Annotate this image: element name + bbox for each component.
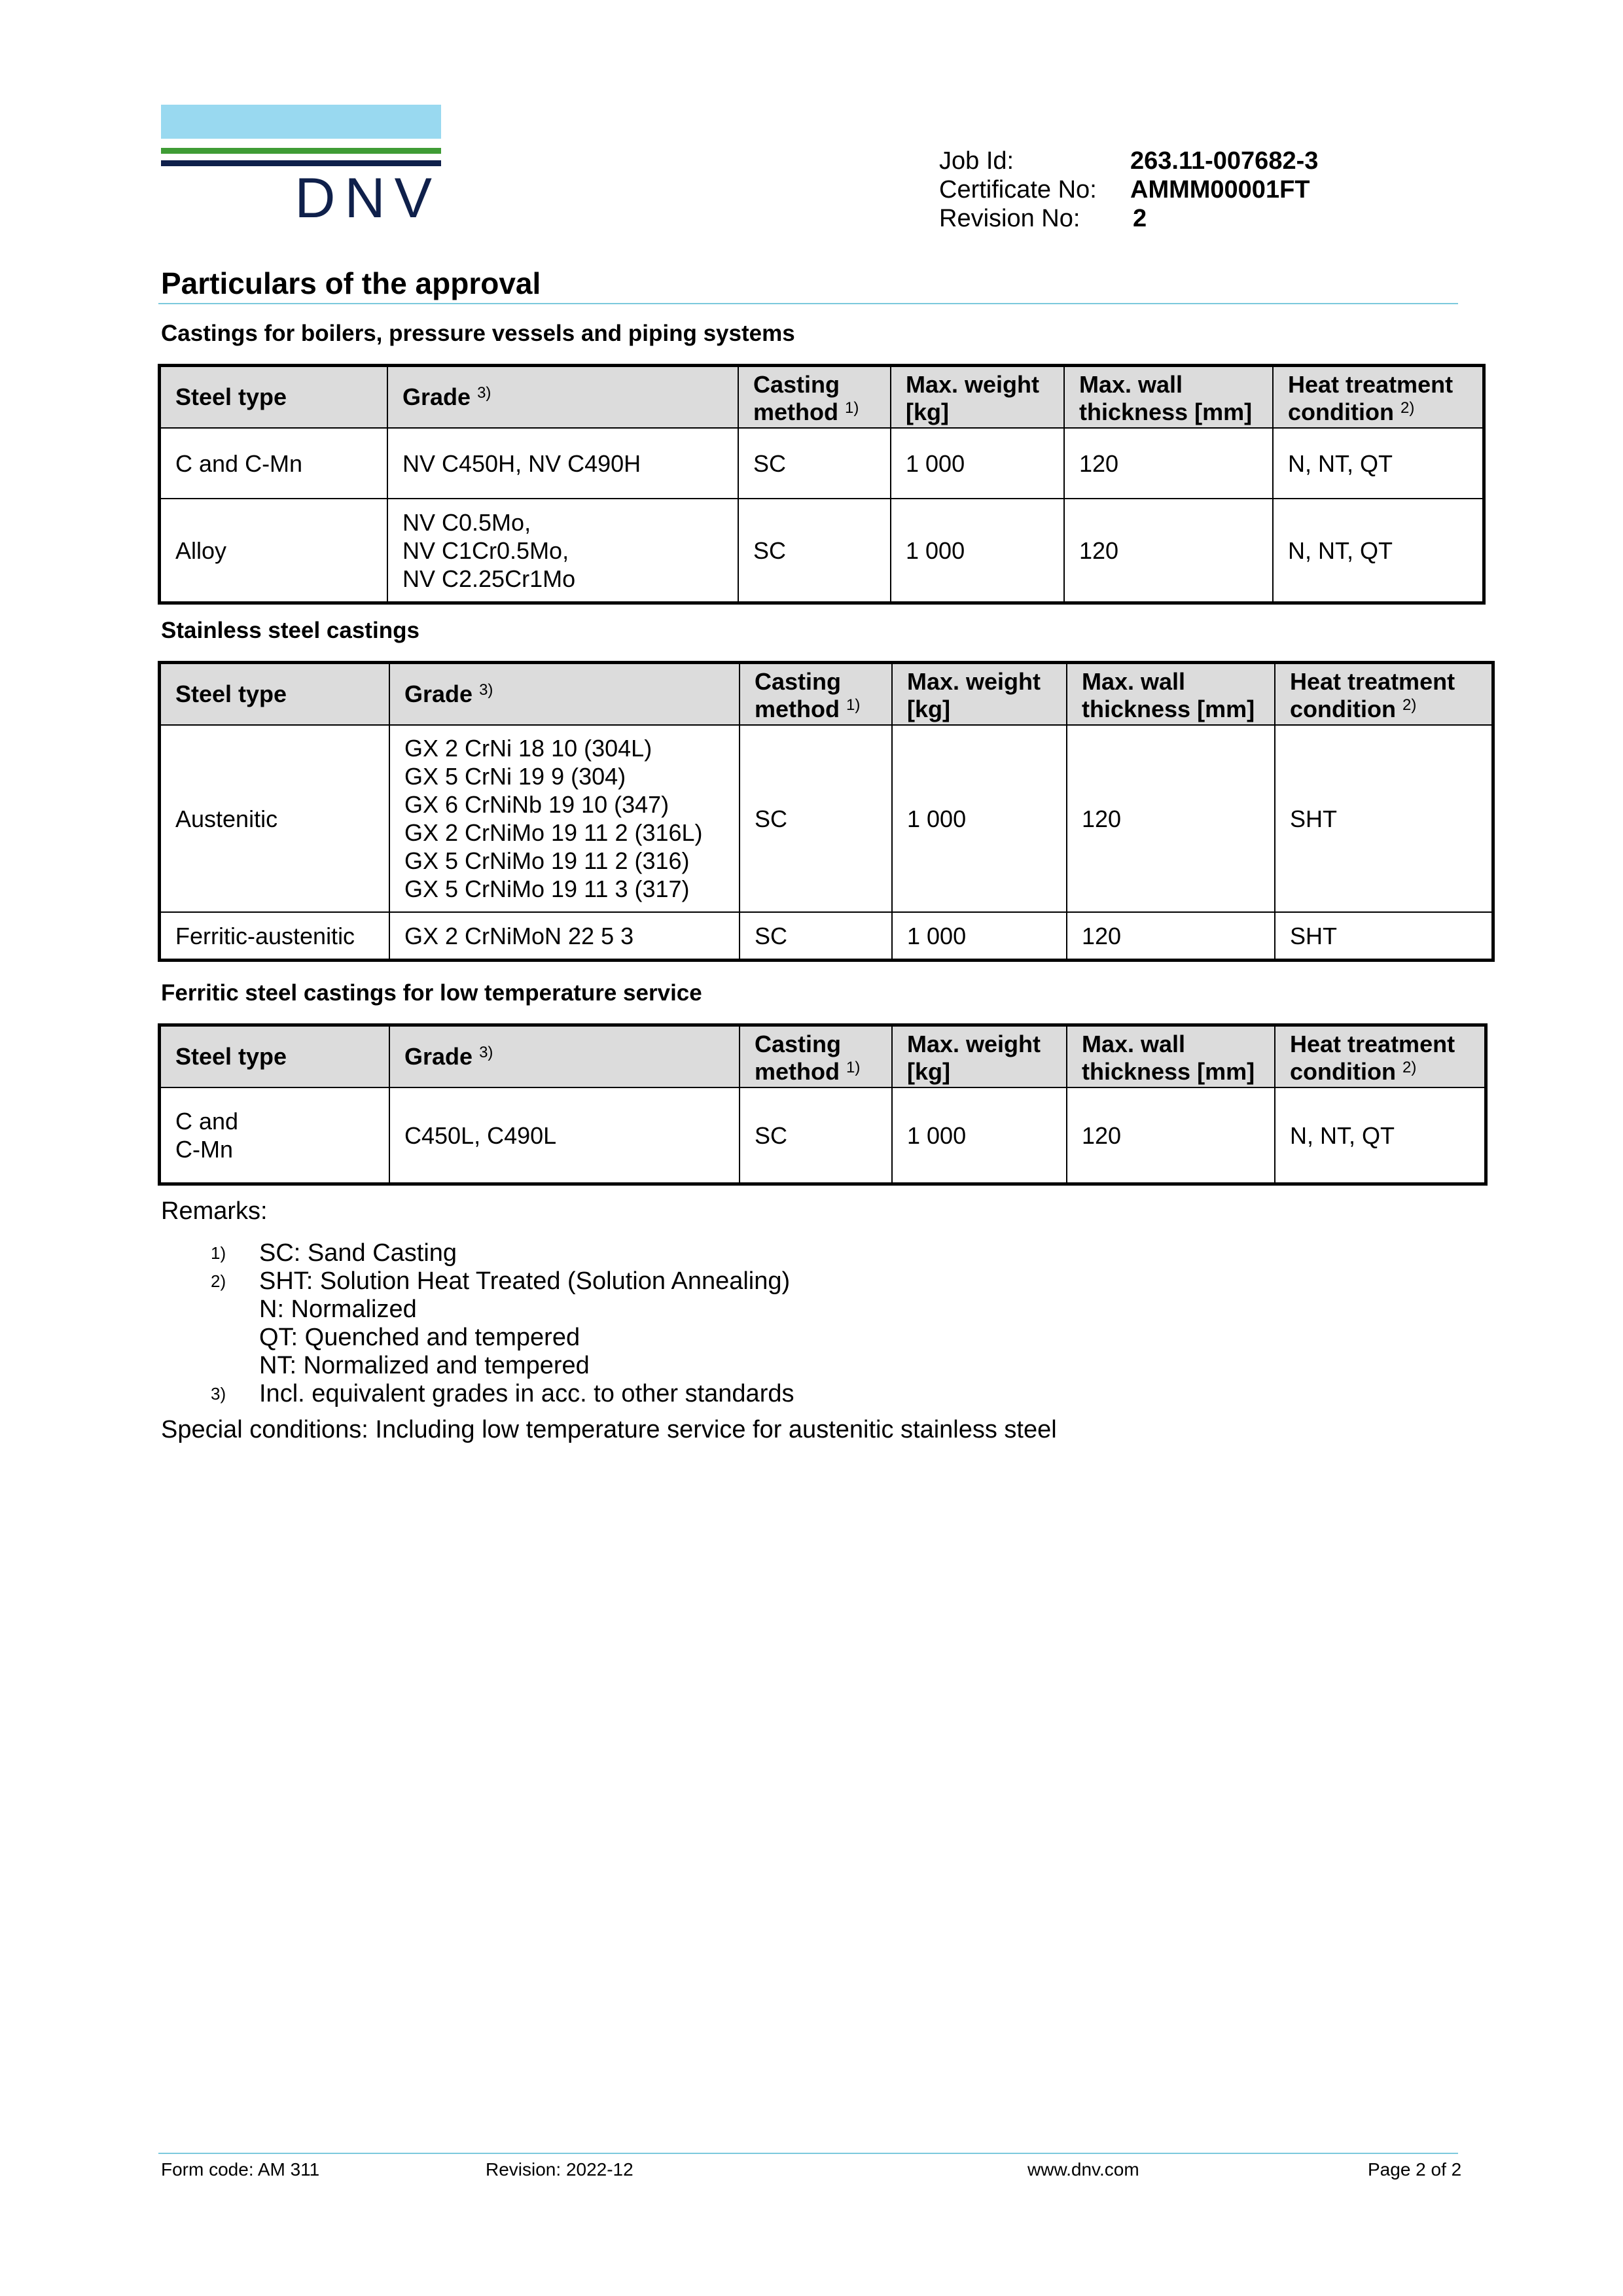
table-header-row [160,663,1492,725]
dnv-logo [161,105,441,229]
cell-heat: SHT [1275,912,1492,959]
certificate-label: Certificate No: [939,176,1097,203]
footnote-marker-1: 1) [211,1243,226,1263]
cell-weight: 1 000 [892,1087,1067,1183]
cell-grade: GX 2 CrNi 18 10 (304L) GX 5 CrNi 19 9 (304) GX 6 CrNiNb 19 10 (347) GX 2 CrNiMo 19 11 2 (316L) GX 5 CrNiMo 19 11 2 (316) GX 5 CrNiMo 19 11 3 (317) [389,725,740,912]
cell-steel-type: Austenitic [160,725,389,912]
cell-steel-type: Alloy [160,499,387,602]
cell-casting: SC [738,499,891,602]
table-header-row [160,1026,1485,1087]
cell-casting: SC [738,428,891,499]
footnote-2a: SHT: Solution Heat Treated (Solution Annealing) [259,1267,791,1295]
cell-heat: SHT [1275,725,1492,912]
section-title-stainless: Stainless steel castings [161,618,419,643]
footnote-marker-2: 2) [211,1271,226,1291]
table-stainless [160,663,1493,960]
col-casting-method: Casting method $^{1)}$ [738,366,891,428]
cell-wall: 120 [1067,912,1275,959]
footnote-3: Incl. equivalent grades in acc. to other standards [259,1380,794,1407]
col-heat-treatment: Heat treatment condition $^{2)}$ [1273,366,1483,428]
cell-weight: 1 000 [891,428,1064,499]
col-steel-type: Steel type [160,366,387,428]
col-steel-type: Steel type [160,1026,389,1087]
cell-grade: C450L, C490L [389,1087,740,1183]
table-header-row [160,366,1483,428]
cell-grade: NV C450H, NV C490H [387,428,738,499]
col-grade: Grade $^{3)}$ [389,1026,740,1087]
cell-wall: 120 [1064,499,1273,602]
title-rule [158,303,1458,304]
cell-heat: N, NT, QT [1273,499,1483,602]
logo-navy-band [161,160,441,166]
logo-wordmark: DNV [294,167,441,230]
special-conditions: Special conditions: Including low temperature service for austenitic stainless steel [161,1416,1057,1443]
col-max-wall: Max. wall thickness [mm] [1067,1026,1275,1087]
cell-weight: 1 000 [892,912,1067,959]
cell-heat: N, NT, QT [1273,428,1483,499]
col-heat-treatment: Heat treatment condition $^{2)}$ [1275,1026,1485,1087]
cell-steel-type: Ferritic-austenitic [160,912,389,959]
footnote-2d: NT: Normalized and tempered [259,1352,590,1379]
job-id-value: 263.11-007682-3 [1130,147,1319,175]
cell-wall: 120 [1067,725,1275,912]
cell-wall: 120 [1067,1087,1275,1183]
revision-label: Revision No: [939,205,1080,232]
footnote-2b: N: Normalized [259,1296,417,1323]
footer-page-number: Page 2 of 2 [1368,2159,1462,2180]
footnote-2c: QT: Quenched and tempered [259,1324,580,1351]
table-row [160,1087,1485,1183]
table-row [160,725,1492,912]
logo-sky-band [161,105,441,139]
table-boilers [160,366,1484,603]
certificate-value: AMMM00001FT [1130,176,1310,203]
cell-weight: 1 000 [891,499,1064,602]
footer-form-code: Form code: AM 311 [161,2159,320,2180]
section-title-boilers: Castings for boilers, pressure vessels and piping systems [161,321,795,346]
remarks-heading: Remarks: [161,1197,268,1225]
cell-heat: N, NT, QT [1275,1087,1485,1183]
cell-steel-type: C and C-Mn [160,428,387,499]
page-title: Particulars of the approval [161,266,541,300]
col-grade: Grade $^{3)}$ [387,366,738,428]
logo-green-band [161,148,441,154]
footer-website-link[interactable]: www.dnv.com [1027,2159,1139,2180]
cell-weight: 1 000 [892,725,1067,912]
cell-steel-type: C and C-Mn [160,1087,389,1183]
col-max-wall: Max. wall thickness [mm] [1067,663,1275,725]
col-max-weight: Max. weight [kg] [892,663,1067,725]
col-max-weight: Max. weight [kg] [892,1026,1067,1087]
col-grade: Grade $^{3)}$ [389,663,740,725]
cell-grade: GX 2 CrNiMoN 22 5 3 [389,912,740,959]
cell-wall: 120 [1064,428,1273,499]
table-row [160,428,1483,499]
footer-revision: Revision: 2022-12 [486,2159,633,2180]
table-row [160,499,1483,602]
revision-value: 2 [1133,205,1147,232]
col-heat-treatment: Heat treatment condition $^{2)}$ [1275,663,1492,725]
footer-rule [158,2153,1458,2154]
col-max-weight: Max. weight [kg] [891,366,1064,428]
cell-casting: SC [740,1087,892,1183]
table-low-temp [160,1025,1486,1184]
section-title-low-temp: Ferritic steel castings for low temperature service [161,980,702,1006]
footnote-1: SC: Sand Casting [259,1239,457,1267]
cell-casting: SC [740,912,892,959]
col-casting-method: Casting method $^{1)}$ [740,1026,892,1087]
cell-casting: SC [740,725,892,912]
col-casting-method: Casting method $^{1)}$ [740,663,892,725]
footnote-marker-3: 3) [211,1384,226,1404]
table-row [160,912,1492,959]
job-id-label: Job Id: [939,147,1014,175]
cell-grade: NV C0.5Mo, NV C1Cr0.5Mo, NV C2.25Cr1Mo [387,499,738,602]
col-max-wall: Max. wall thickness [mm] [1064,366,1273,428]
col-steel-type: Steel type [160,663,389,725]
